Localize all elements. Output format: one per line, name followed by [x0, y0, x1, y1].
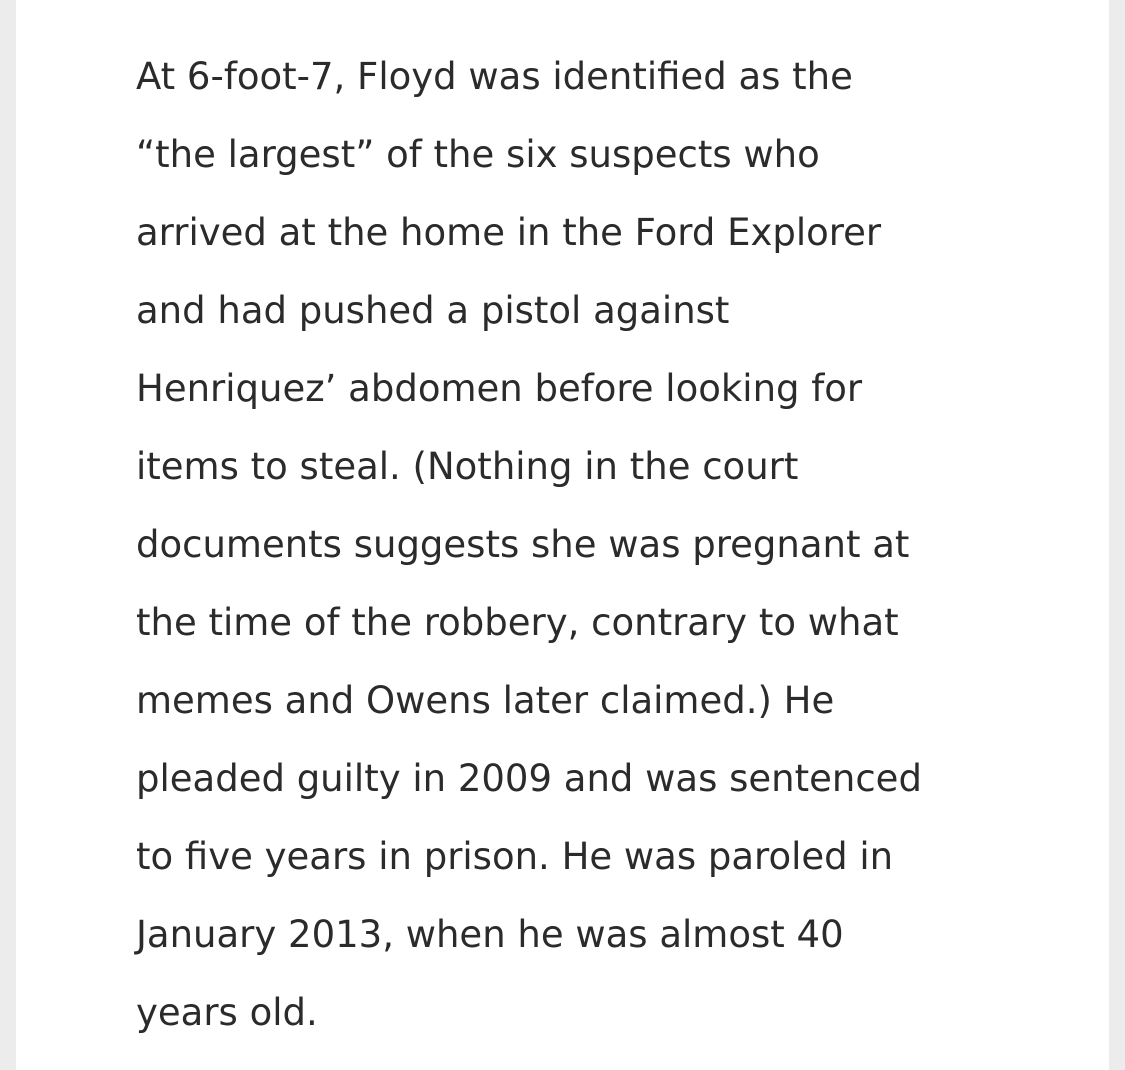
- paragraph-line: the time of the robbery, contrary to what: [136, 601, 899, 644]
- article-paragraph: [136, 38, 1016, 1052]
- article-column: [16, 0, 1109, 1070]
- paragraph-line: and had pushed a pistol against: [136, 289, 730, 332]
- paragraph-line: to five years in prison. He was paroled in: [136, 835, 894, 878]
- paragraph-line: years old.: [136, 991, 318, 1034]
- paragraph-line: items to steal. (Nothing in the court: [136, 445, 799, 488]
- paragraph-line: documents suggests she was pregnant at: [136, 523, 910, 566]
- paragraph-line: pleaded guilty in 2009 and was sentenced: [136, 757, 922, 800]
- paragraph-line: “the largest” of the six suspects who: [136, 133, 820, 176]
- paragraph-line: memes and Owens later claimed.) He: [136, 679, 835, 722]
- paragraph-line: arrived at the home in the Ford Explorer: [136, 211, 882, 254]
- paragraph-line: At 6-foot-7, Floyd was identified as the: [136, 55, 853, 98]
- paragraph-line: Henriquez’ abdomen before looking for: [136, 367, 863, 410]
- paragraph-line: January 2013, when he was almost 40: [136, 913, 844, 956]
